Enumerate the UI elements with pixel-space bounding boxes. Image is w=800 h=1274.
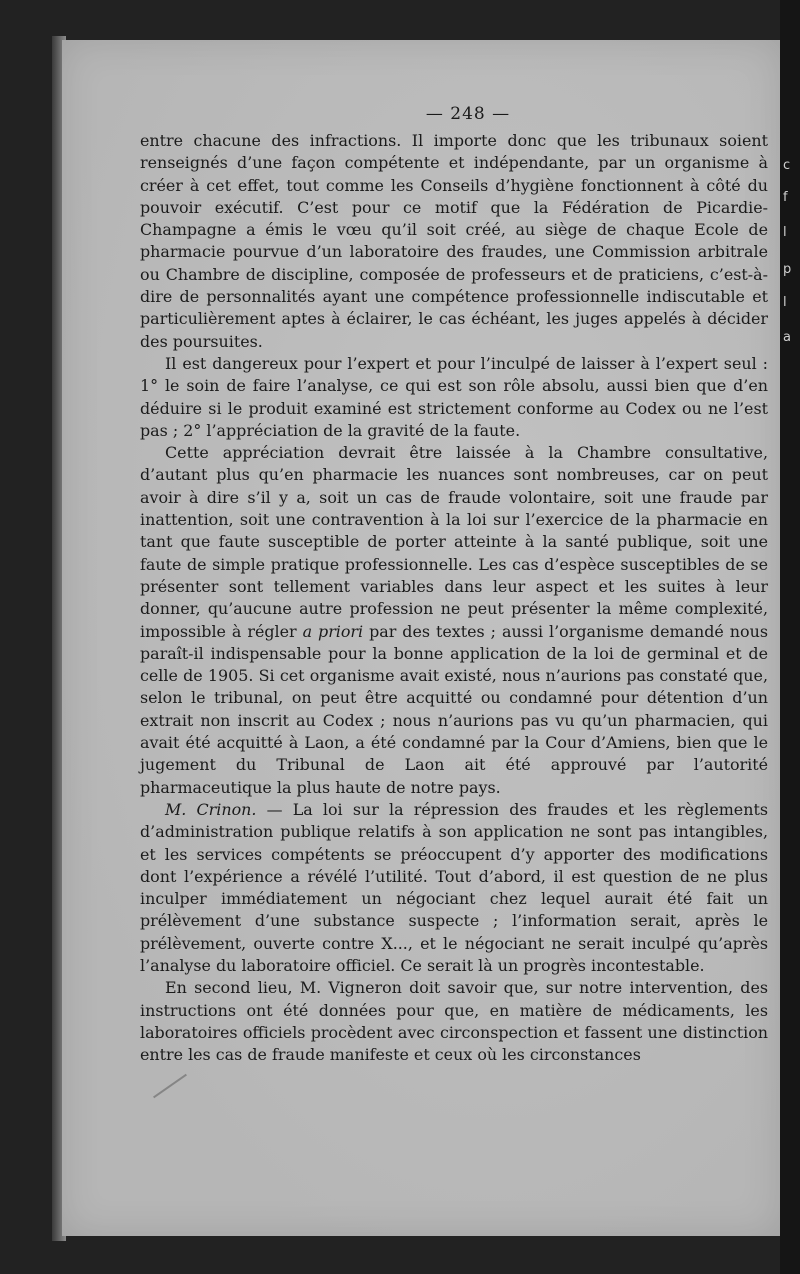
margin-mark: c	[783, 158, 791, 173]
paragraph-text: par des textes ; aussi l’organisme demandé nous paraît-il indispensable pour la bonne application de la loi de germinal et de celle de 1905. Si cet organisme avait existé, nous n’aurions pas constaté que, selon le tribunal, on peut être acquitté ou condamné pour détention d’un extrait non inscrit au Codex ; nous n’aurions pas vu qu’un pharmacien, qui avait été acquitté à Laon, a été condamné par la Cour d’Amiens, bien que le jugement du Tribunal de Laon ait été approuvé par l’autorité pharmaceutique la plus haute de notre pays.	[140, 621, 768, 797]
paragraph	[140, 799, 768, 977]
paragraph: entre chacune des infractions. Il importe donc que les tribunaux soient renseignés d’une façon compétente et indépendante, par un organisme à créer à cet effet, tout comme les Conseils d’hygiène fonctionnent à côté du pouvoir exécutif. C’est pour ce motif que la Fédération de Picardie-Champagne a émis le vœu qu’il soit créé, au siège de chaque Ecole de pharmacie pourvue d’un laboratoire des fraudes, une Commission arbitrale ou Chambre de discipline, composée de professeurs et de praticiens, c’est-à-dire de personnalités ayant une compétence professionnelle indiscutable et particulièrement aptes à éclairer, le cas échéant, les juges appelés à décider des poursuites.	[140, 131, 768, 351]
margin-mark: l	[783, 295, 787, 310]
paragraph-text: — La loi sur la répression des fraudes et les règlements d’administration publique relatifs à son application ne sont pas intangibles, et les services compétents se préoccupent d’y apporter des modifications dont l’expérience a révélé l’utilité. Tout d’abord, il est question de ne plus inculper immédiatement un négociant chez lequel aurait été fait un prélèvement d’une substance suspecte ; l’information serait, après le prélèvement, ouverte contre X..., et le négociant ne serait inculpé qu’après l’analyse du laboratoire officiel. Ce serait là un progrès incontestable.	[140, 799, 768, 975]
margin-mark: l	[783, 225, 787, 240]
margin-mark: f	[783, 190, 788, 205]
paragraph-text: Cette appréciation devrait être laissée à la Chambre consultative, d’autant plus qu’en pharmacie les nuances sont nombreuses, car on peut avoir à dire s’il y a, soit un cas de fraude volontaire, soit une fraude par inattention, soit une contravention à la loi sur l’exercice de la pharmacie en tant que faute susceptible de porter atteinte à la santé publique, soit une faute de simple pratique professionnelle. Les cas d’espèce susceptibles de se présenter sont tellement variables dans leur aspect et les suites à leur donner, qu’aucune autre profession ne peut présenter la même complexité, impossible à régler	[140, 443, 768, 641]
body-text	[140, 130, 768, 1066]
paragraph	[140, 442, 768, 799]
adjacent-page-strip	[780, 0, 800, 1274]
speaker-name: M. Crinon.	[165, 799, 257, 819]
paragraph: En second lieu, M. Vigneron doit savoir que, sur notre intervention, des instructions ont été données pour que, en matière de médicaments, les laboratoires officiels procèdent avec circonspection et fassent une distinction entre les cas de fraude manifeste et ceux où les circonstances	[140, 978, 768, 1065]
margin-mark: p	[783, 262, 792, 277]
page-number: — 248 —	[425, 104, 511, 124]
margin-mark: a	[783, 330, 791, 345]
paragraph: Il est dangereux pour l’expert et pour l’inculpé de laisser à l’expert seul : 1° le soin de faire l’analyse, ce qui est son rôle absolu, aussi bien que d’en déduire si le produit examiné est strictement conforme au Codex ou ne l’est pas ; 2° l’appréciation de la gravité de la faute.	[140, 353, 768, 440]
italic-phrase: a priori	[302, 621, 364, 641]
